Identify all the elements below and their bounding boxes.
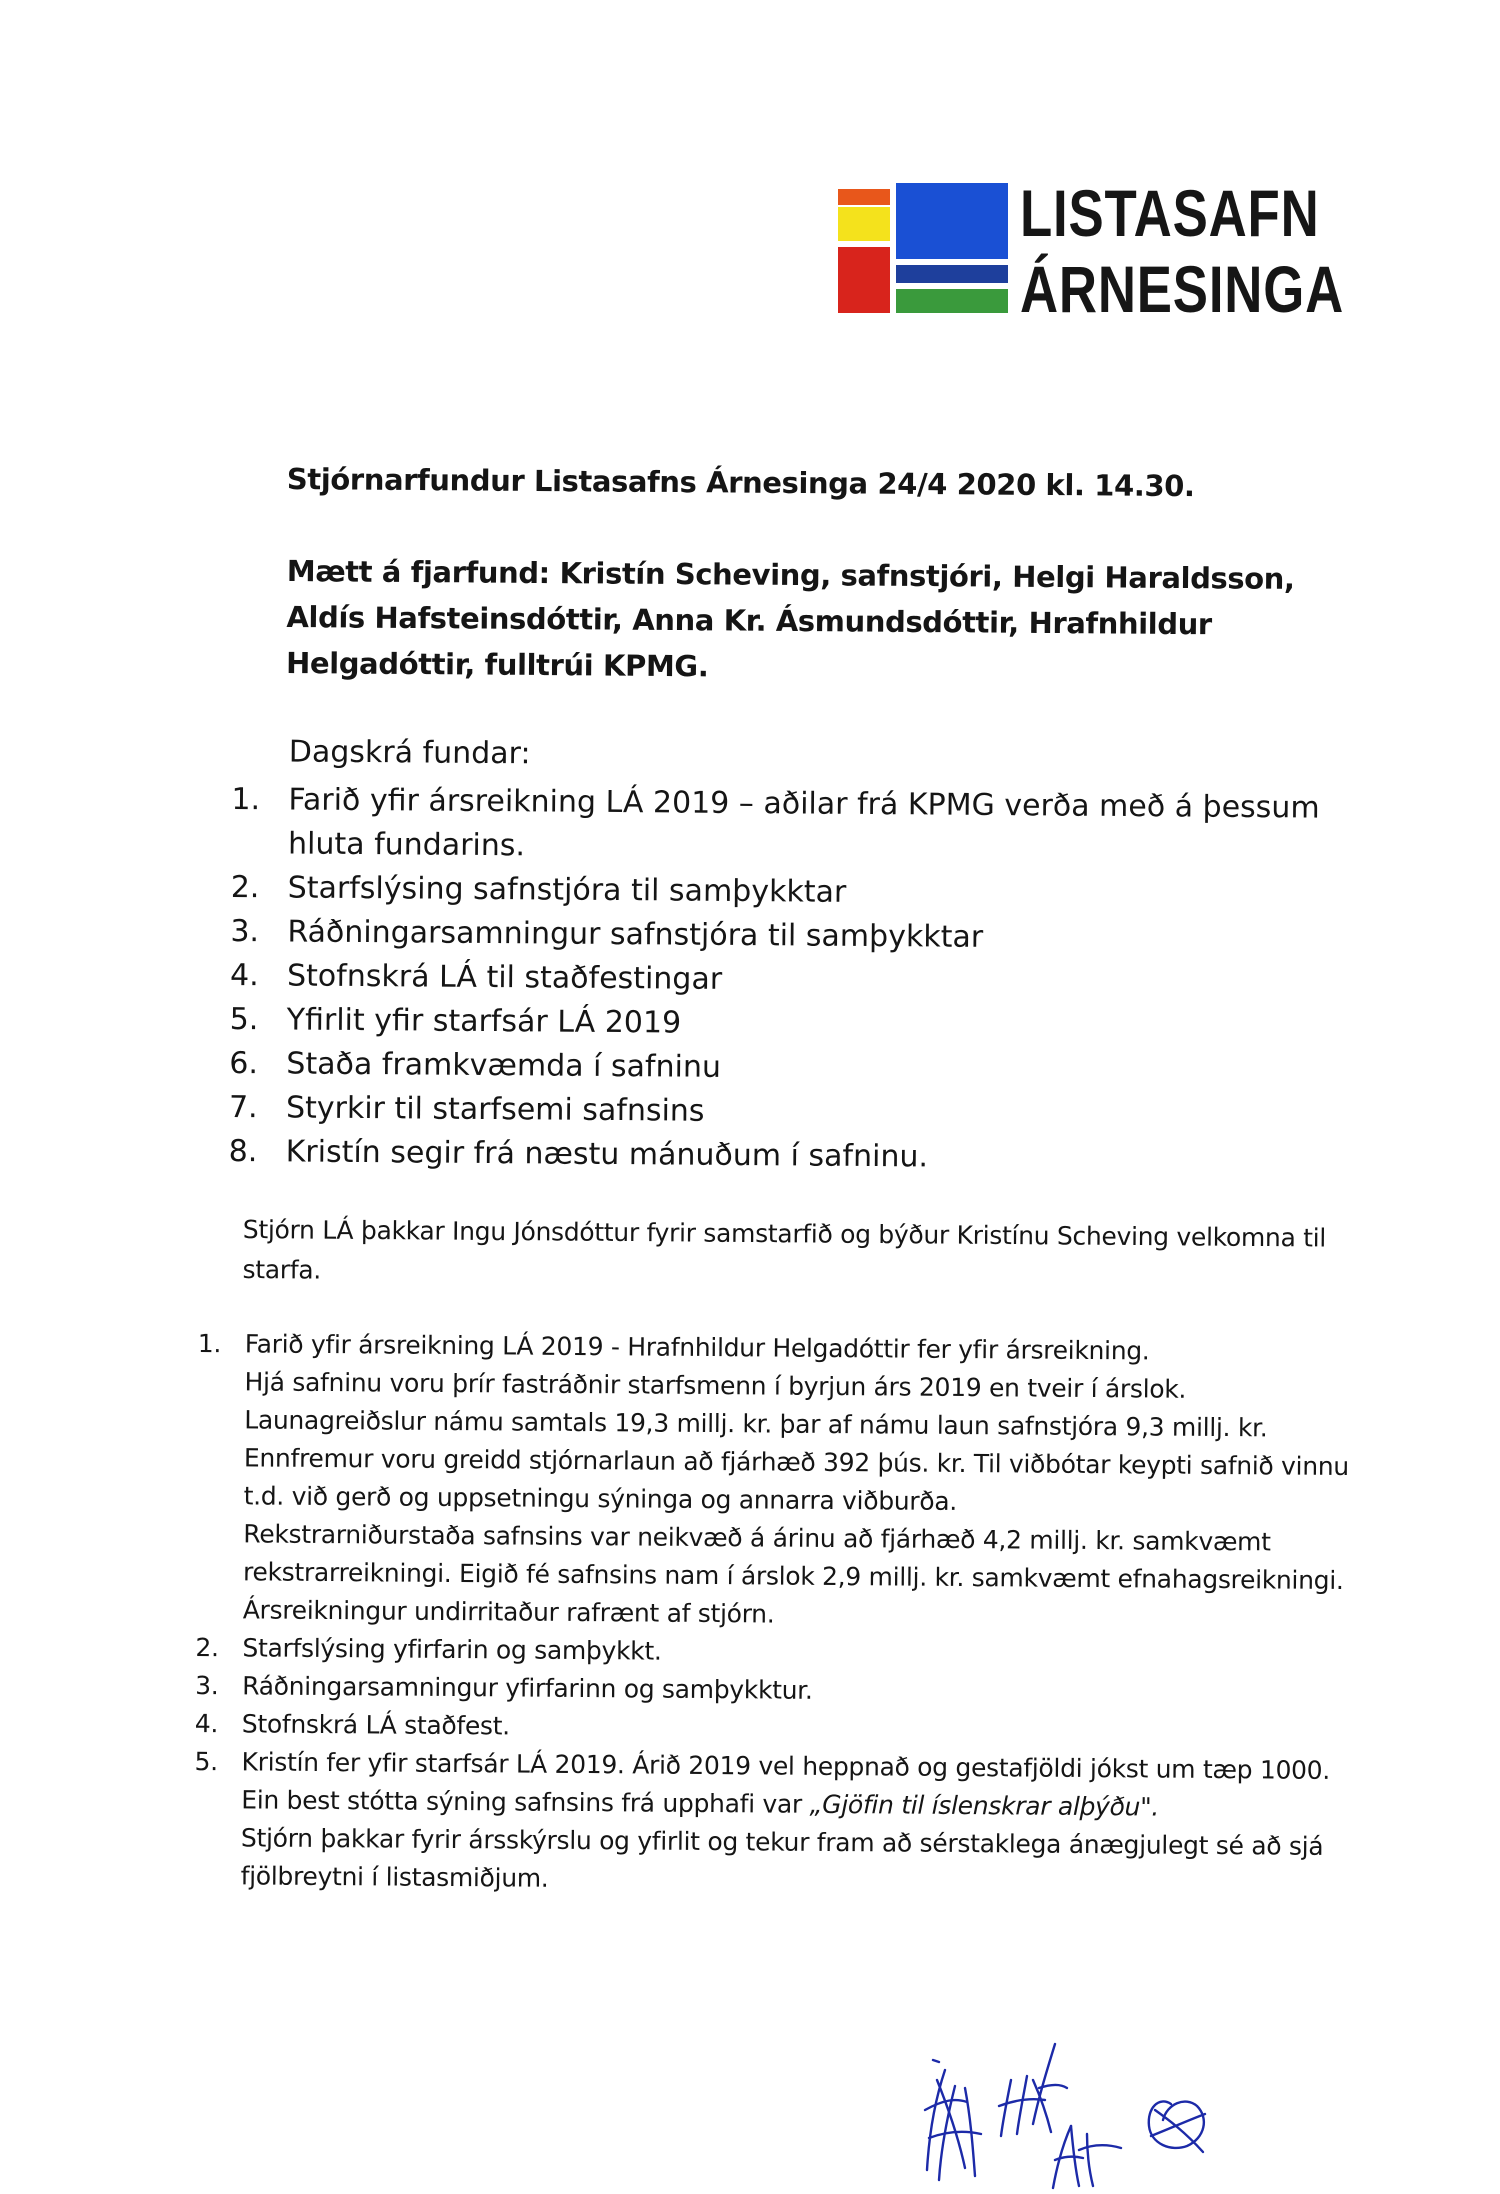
salaries-text: Launagreiðslur námu samtals 19,3 millj. kr. þar af námu laun safnstjóra 9,3 millj. kr. Ennfremur voru greidd stjórnarlaun að fjárhæð 392 þús. kr. Til viðbótar keypti safnið vinnu t.d. við gerð og uppsetningu sýninga og annarra viðburða. bbox=[243, 1405, 1350, 1516]
agenda-item-text: Starfslýsing safnstjóra til samþykktar bbox=[287, 870, 847, 910]
minute-item-1 bbox=[196, 1325, 1358, 1638]
agenda-item-text: Yfirlit yfir starfsár LÁ 2019 bbox=[286, 1002, 682, 1041]
logo-mark-icon bbox=[838, 183, 1010, 321]
logo-navy-bar bbox=[896, 265, 1008, 283]
logo-red-block bbox=[838, 247, 890, 313]
agenda-item-number: 4. bbox=[229, 957, 259, 994]
minute-item-number: 2. bbox=[195, 1632, 219, 1663]
agenda-item-text: Stofnskrá LÁ til staðfestingar bbox=[286, 958, 723, 997]
signature-3 bbox=[1053, 2126, 1121, 2188]
minutes-section bbox=[194, 1325, 1358, 1904]
agenda-item-number: 5. bbox=[229, 1001, 259, 1038]
agenda-item-text: Styrkir til starfsemi safnsins bbox=[285, 1090, 705, 1129]
agenda-item-text: Kristín segir frá næstu mánuðum í safninu. bbox=[285, 1134, 929, 1175]
agenda-item bbox=[229, 1130, 1349, 1183]
signature-4 bbox=[1149, 2101, 1205, 2152]
minutes-list bbox=[194, 1325, 1358, 1904]
agenda-item-number: 2. bbox=[230, 869, 260, 906]
thanks-paragraph: Stjórn LÁ þakkar Ingu Jónsdóttur fyrir samstarfið og býður Kristínu Scheving velkomna til starfa. bbox=[242, 1214, 1327, 1285]
staff-text: Hjá safninu voru þrír fastráðnir starfsmenn í byrjun árs 2019 en tveir í árslok. bbox=[244, 1367, 1187, 1404]
signature-1 bbox=[925, 2060, 981, 2180]
agenda-list bbox=[229, 778, 1352, 1183]
minute-item-number: 5. bbox=[194, 1746, 218, 1777]
agenda-item-number: 1. bbox=[231, 781, 261, 818]
signed-text: Ársreikningur undirritaður rafrænt af stjórn. bbox=[242, 1595, 775, 1629]
logo-orange-bar bbox=[838, 189, 890, 205]
minute-item-text: Starfslýsing yfirfarin og samþykkt. bbox=[242, 1633, 662, 1666]
agenda-item bbox=[231, 778, 1352, 875]
minute-item-number: 1. bbox=[197, 1328, 222, 1359]
museum-logo bbox=[838, 176, 1345, 333]
result-text: Rekstrarniðurstaða safnsins var neikvæð á árinu að fjárhæð 4,2 millj. kr. samkvæmt rekstrarreikningi. Eigið fé safnsins nam í árslok 2,9 millj. kr. samkvæmt efnahagsreikningi. bbox=[242, 1519, 1344, 1596]
minute-item-text: Kristín fer yfir starfsár LÁ 2019. Árið 2019 vel heppnað og gestafjöldi jókst um tæp 1000. bbox=[241, 1747, 1331, 1785]
agenda-heading: Dagskrá fundar: bbox=[288, 734, 531, 772]
minute-item-text: Ráðningarsamningur yfirfarinn og samþykktur. bbox=[242, 1671, 813, 1705]
logo-blue-block bbox=[896, 183, 1008, 259]
signature-2 bbox=[999, 2044, 1067, 2136]
logo-text bbox=[1020, 175, 1344, 327]
agenda-item-number: 7. bbox=[228, 1089, 258, 1126]
logo-yellow-bar bbox=[838, 207, 890, 241]
agenda-item-number: 3. bbox=[230, 913, 260, 950]
minute-item-number: 4. bbox=[194, 1708, 219, 1739]
board-signatures-icon bbox=[915, 2040, 1275, 2190]
logo-line-2: ÁRNESINGA bbox=[1020, 252, 1345, 326]
board-thanks-text: Stjórn þakkar fyrir ársskýrslu og yfirlit og tekur fram að sérstaklega ánægjulegt sé að sjá fjölbreytni í listasmiðjum. bbox=[240, 1823, 1324, 1893]
minute-item-text: Stofnskrá LÁ staðfest. bbox=[241, 1709, 510, 1741]
logo-green-bar bbox=[896, 289, 1008, 313]
agenda-item-text: Farið yfir ársreikning LÁ 2019 – aðilar frá KPMG verða með á þessum hluta fundarins. bbox=[287, 782, 1320, 864]
agenda-item-number: 8. bbox=[228, 1133, 258, 1170]
logo-line-1: LISTASAFN bbox=[1020, 176, 1320, 250]
exhibition-text-lead: Ein best stótta sýning safnsins frá upphafi var bbox=[241, 1785, 810, 1819]
agenda-item-text: Staða framkvæmda í safninu bbox=[286, 1046, 722, 1085]
minute-item-number: 3. bbox=[195, 1670, 219, 1701]
agenda-section bbox=[229, 730, 1352, 1183]
meeting-title: Stjórnarfundur Listasafns Árnesinga 24/4 2020 kl. 14.30. bbox=[286, 462, 1195, 504]
attendees-paragraph: Mætt á fjarfund: Kristín Scheving, safnstjóri, Helgi Haraldsson, Aldís Hafsteinsdóttir, Anna Kr. Ásmundsdóttir, Hrafnhildur Helgadóttir, fulltrúi KPMG. bbox=[285, 553, 1295, 684]
exhibition-title: „Gjöfin til íslenskrar alþýðu". bbox=[809, 1789, 1160, 1822]
agenda-item-text: Ráðningarsamningur safnstjóra til samþykktar bbox=[287, 914, 984, 955]
minute-item-heading: Farið yfir ársreikning LÁ 2019 - Hrafnhildur Helgadóttir fer yfir ársreikning. bbox=[244, 1329, 1150, 1366]
agenda-item-number: 6. bbox=[229, 1045, 259, 1082]
minute-item-5 bbox=[194, 1743, 1355, 1904]
